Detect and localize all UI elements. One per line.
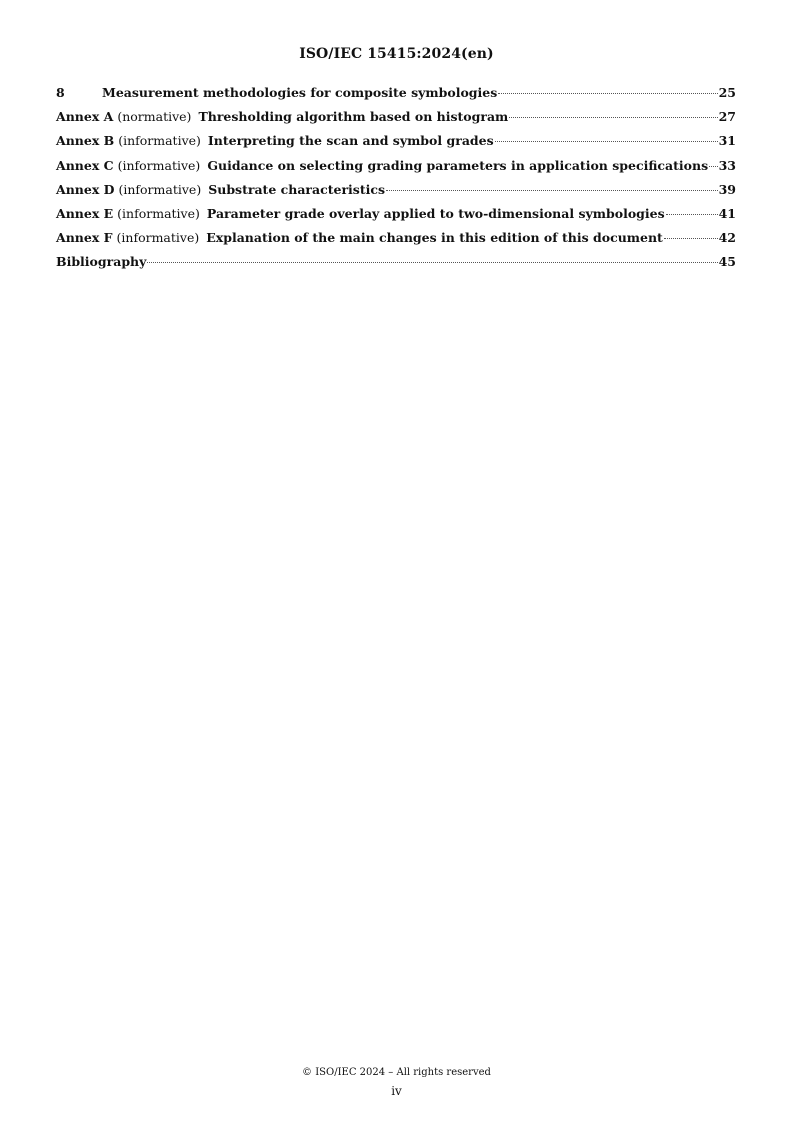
copyright-notice: © ISO/IEC 2024 – All rights reserved — [302, 1067, 491, 1078]
table-of-contents — [56, 85, 736, 279]
toc-entry-page: 33 — [718, 157, 736, 173]
toc-entry-annex-label: Annex D — [56, 181, 115, 197]
dot-leader — [386, 190, 718, 191]
toc-entry-title: Parameter grade overlay applied to two-dimensional symbologies — [206, 205, 665, 221]
toc-entry-annex-kind: (informative) — [117, 157, 201, 173]
toc-entry-page: 41 — [718, 205, 736, 221]
document-header-title: ISO/IEC 15415:2024(en) — [299, 46, 494, 62]
toc-entry-section-8[interactable] — [56, 85, 736, 109]
toc-entry-annex-label: Annex B — [56, 133, 115, 149]
toc-entry-annex-e[interactable] — [56, 206, 736, 230]
toc-entry-annex-label: Annex E — [56, 205, 114, 221]
toc-entry-annex-b[interactable] — [56, 133, 736, 157]
toc-entry-title: Explanation of the main changes in this edition of this document — [206, 230, 663, 246]
toc-entry-page: 27 — [718, 109, 736, 125]
toc-entry-page: 25 — [718, 85, 736, 100]
page-footer — [0, 1066, 793, 1098]
toc-entry-page: 31 — [718, 133, 736, 149]
toc-entry-annex-f[interactable] — [56, 230, 736, 254]
toc-entry-annex-a[interactable] — [56, 109, 736, 133]
dot-leader — [495, 141, 718, 142]
dot-leader — [666, 214, 718, 215]
dot-leader — [498, 93, 717, 94]
toc-entry-number: 8 — [56, 85, 65, 100]
toc-entry-annex-kind: (normative) — [117, 109, 192, 125]
dot-leader — [664, 238, 718, 239]
toc-entry-title: Interpreting the scan and symbol grades — [207, 133, 494, 149]
toc-entry-annex-label: Annex C — [56, 157, 114, 173]
toc-entry-annex-kind: (informative) — [118, 181, 202, 197]
toc-entry-page: 39 — [718, 181, 736, 197]
dot-leader — [147, 262, 717, 263]
toc-entry-annex-label: Annex F — [56, 230, 113, 246]
dot-leader — [509, 117, 717, 118]
toc-entry-bibliography[interactable] — [56, 254, 736, 278]
dot-leader — [709, 166, 717, 167]
toc-entry-annex-d[interactable] — [56, 182, 736, 206]
toc-entry-title: Substrate characteristics — [208, 181, 385, 197]
toc-entry-title: Thresholding algorithm based on histogram — [198, 109, 509, 125]
toc-entry-title: Bibliography — [56, 254, 147, 270]
toc-entry-annex-kind: (informative) — [116, 230, 200, 246]
toc-entry-annex-c[interactable] — [56, 158, 736, 182]
toc-entry-title: Guidance on selecting grading parameters in application specifications — [207, 157, 709, 173]
page-number: iv — [391, 1084, 402, 1098]
toc-entry-annex-kind: (informative) — [117, 205, 200, 221]
toc-entry-annex-label: Annex A — [56, 109, 114, 125]
toc-entry-title: Measurement methodologies for composite symbologies — [102, 85, 498, 100]
toc-entry-annex-kind: (informative) — [118, 133, 201, 149]
toc-entry-page: 42 — [718, 230, 736, 246]
toc-entry-page: 45 — [718, 254, 736, 270]
